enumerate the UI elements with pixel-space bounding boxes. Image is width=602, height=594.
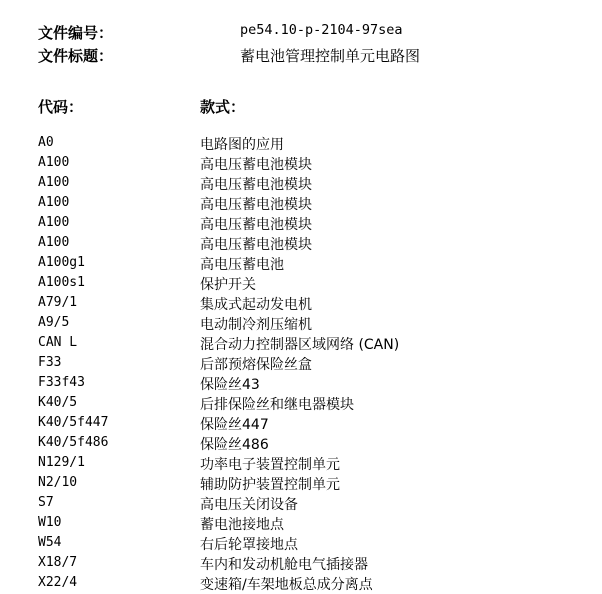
component-description: 保险丝43 [200, 377, 260, 393]
component-code: A9/5 [38, 315, 70, 330]
component-row [0, 493, 602, 513]
component-description: 高电压蓄电池模块 [200, 177, 312, 193]
component-code: X22/4 [38, 575, 78, 590]
component-code: N2/10 [38, 475, 78, 490]
component-description: 混合动力控制器区域网络 (CAN) [200, 337, 400, 353]
code-column-header: 代码： [38, 98, 84, 116]
component-row [0, 413, 602, 433]
component-code: CAN L [38, 335, 78, 350]
component-description: 保险丝447 [200, 417, 269, 433]
component-code: A100 [38, 195, 70, 210]
component-description: 高电压蓄电池模块 [200, 217, 312, 233]
component-code: W10 [38, 515, 62, 530]
document-number-label: 文件编号： [38, 24, 114, 42]
component-code: F33 [38, 355, 62, 370]
component-code: K40/5f486 [38, 435, 109, 450]
component-row [0, 313, 602, 333]
component-code: A100 [38, 175, 70, 190]
document-title-label: 文件标题： [38, 47, 114, 65]
component-row [0, 433, 602, 453]
component-code: K40/5 [38, 395, 78, 410]
component-list [0, 133, 602, 593]
component-code: N129/1 [38, 455, 85, 470]
component-description: 高电压蓄电池模块 [200, 237, 312, 253]
component-description: 功率电子装置控制单元 [200, 457, 340, 473]
component-row [0, 293, 602, 313]
component-row [0, 553, 602, 573]
component-code: S7 [38, 495, 54, 510]
component-code: A79/1 [38, 295, 78, 310]
component-row [0, 333, 602, 353]
component-row [0, 353, 602, 373]
component-code: A100 [38, 215, 70, 230]
component-description: 电路图的应用 [200, 137, 284, 153]
component-description: 集成式起动发电机 [200, 297, 312, 313]
component-row [0, 233, 602, 253]
component-code: A0 [38, 135, 54, 150]
component-code: X18/7 [38, 555, 78, 570]
component-code: A100 [38, 235, 70, 250]
component-description: 蓄电池接地点 [200, 517, 284, 533]
component-code: W54 [38, 535, 62, 550]
document-number-value: pe54.10-p-2104-97sea [240, 22, 403, 38]
component-row [0, 393, 602, 413]
component-row [0, 193, 602, 213]
component-row [0, 573, 602, 593]
document-title-value: 蓄电池管理控制单元电路图 [240, 47, 421, 65]
component-description: 辅助防护装置控制单元 [200, 477, 340, 493]
component-row [0, 213, 602, 233]
component-description: 右后轮罩接地点 [200, 537, 298, 553]
component-description: 车内和发动机舱电气插接器 [200, 557, 368, 573]
component-row [0, 133, 602, 153]
component-description: 后排保险丝和继电器模块 [200, 397, 354, 413]
component-code: A100g1 [38, 255, 85, 270]
component-row [0, 153, 602, 173]
component-description: 保险丝486 [200, 437, 269, 453]
component-row [0, 273, 602, 293]
component-description: 高电压关闭设备 [200, 497, 298, 513]
component-row [0, 373, 602, 393]
component-description: 高电压蓄电池模块 [200, 157, 312, 173]
component-row [0, 173, 602, 193]
component-code: K40/5f447 [38, 415, 109, 430]
component-description: 变速箱/车架地板总成分离点 [200, 577, 373, 593]
description-column-header: 款式： [200, 98, 246, 116]
component-row [0, 533, 602, 553]
component-code: F33f43 [38, 375, 85, 390]
component-row [0, 513, 602, 533]
component-description: 电动制冷剂压缩机 [200, 317, 312, 333]
component-row [0, 473, 602, 493]
component-code: A100 [38, 155, 70, 170]
component-description: 高电压蓄电池 [200, 257, 284, 273]
component-description: 后部预熔保险丝盒 [200, 357, 312, 373]
component-description: 保护开关 [200, 277, 256, 293]
component-row [0, 253, 602, 273]
component-row [0, 453, 602, 473]
component-description: 高电压蓄电池模块 [200, 197, 312, 213]
component-code: A100s1 [38, 275, 85, 290]
